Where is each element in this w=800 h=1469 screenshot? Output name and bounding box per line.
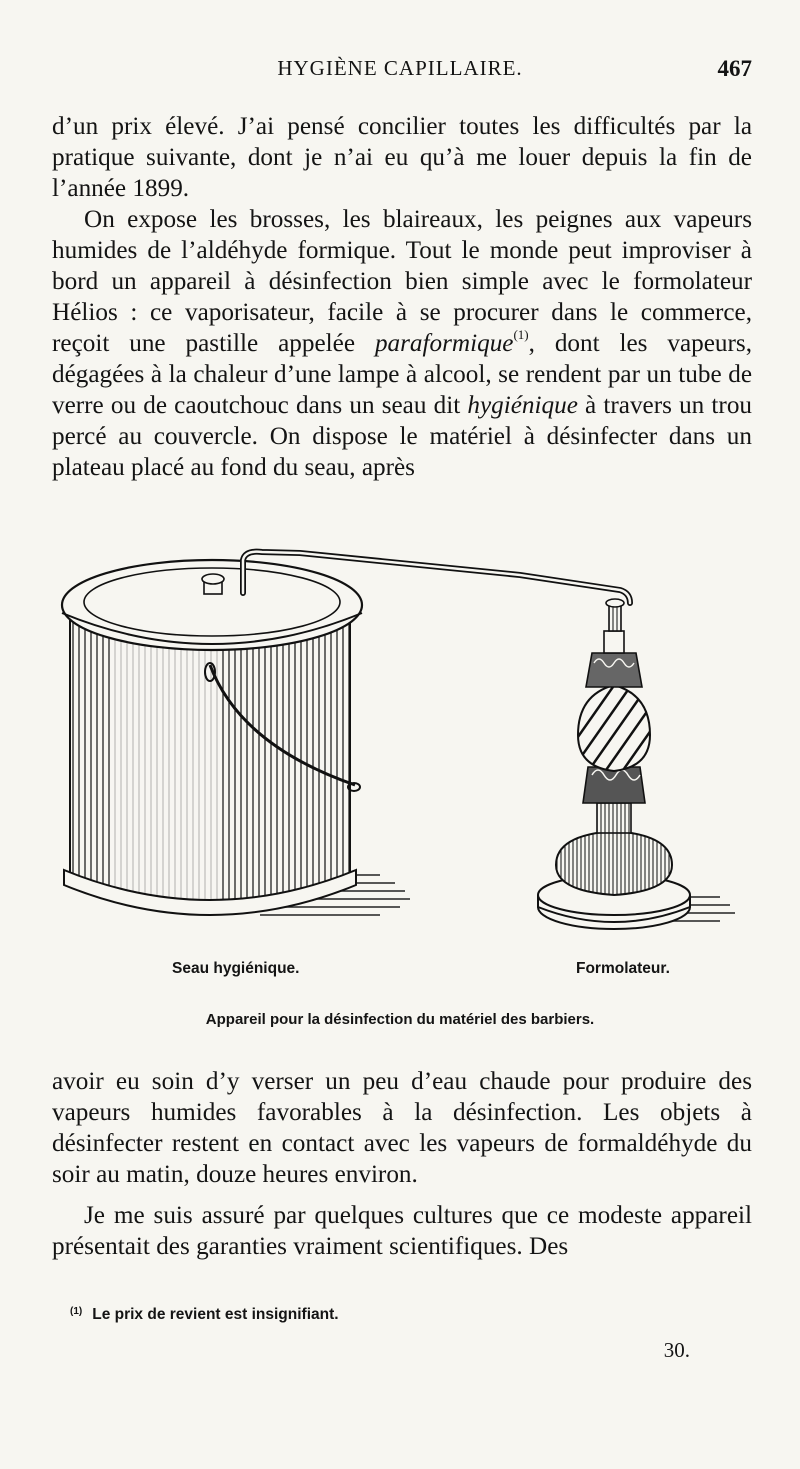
- disinfection-apparatus-illustration: [0, 535, 800, 935]
- term-hygienique: hygiénique: [467, 392, 578, 419]
- term-paraformique: paraformique: [374, 330, 514, 357]
- paragraph-3: avoir eu soin d’y verser un peu d’eau chaude pour produire des vapeurs humides favorables à la désinfection. Les objets à désinfecter restent en contact avec les vapeurs de formaldéhyde du soir au matin, douze heures environ.: [52, 1068, 752, 1188]
- page-header: [0, 56, 800, 86]
- hygienic-bucket: [62, 560, 362, 915]
- paragraph-2-text-c: à travers un trou percé au couvercle. On dispose le matériel à désinfecter dans un plateau placé au fond du seau, après: [52, 392, 753, 481]
- formolator-label: Formolateur.: [576, 960, 670, 977]
- figure-caption: Appareil pour la désinfection du matériel des barbiers.: [205, 1011, 595, 1028]
- footnote-text: Le prix de revient est insignifiant.: [92, 1306, 339, 1323]
- running-title: HYGIÈNE CAPILLAIRE.: [277, 56, 523, 80]
- paragraph-2-text-a: On expose les brosses, les blaireaux, les peignes aux vapeurs humides de l’aldéhyde formique. Tout le monde peut improviser à bord un appareil à désinfection bien simple avec le formolateur Hélios : ce vaporisateur, facile à se procurer dans le commerce, reçoit une pastille appelée: [52, 206, 752, 357]
- page-number: 467: [717, 56, 752, 81]
- bucket-label: Seau hygiénique.: [172, 960, 300, 977]
- formolator-lamp: [538, 599, 690, 929]
- paragraph-2: [52, 204, 752, 483]
- footnote: [70, 1306, 339, 1324]
- footnote-marker: (1): [70, 1306, 83, 1317]
- paragraph-2-text-b: , dont les vapeurs, dégagées à la chaleur d’une lampe à alcool, se rendent par un tube de verre ou de caoutchouc dans un seau dit: [52, 330, 753, 419]
- footnote-reference: (1): [513, 327, 529, 342]
- paragraph-4: Je me suis assuré par quelques cultures que ce modeste appareil présentait des garanties vraiment scientifiques. Des: [52, 1202, 752, 1260]
- paragraph-1: d’un prix élevé. J’ai pensé concilier toutes les difficultés par la pratique suivante, dont je n’ai eu qu’à me louer depuis la fin de l’année 1899.: [52, 113, 752, 202]
- signature-mark: 30.: [663, 1338, 690, 1362]
